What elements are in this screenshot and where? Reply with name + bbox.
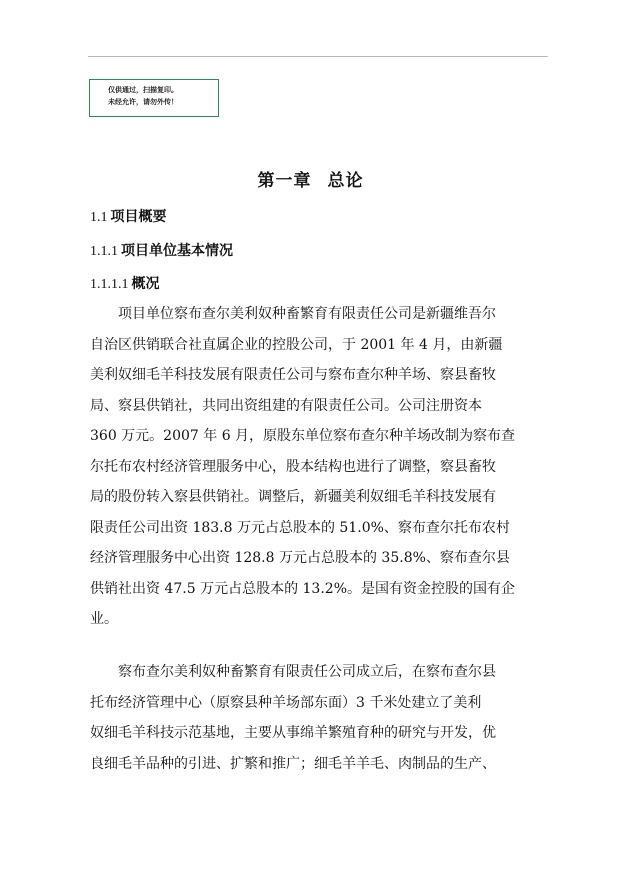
text-line: 经济管理服务中心出资 128.8 万元占总股本的 35.8%、察布查尔县	[90, 550, 510, 566]
section-heading-1-1-1-1	[90, 273, 160, 293]
text-line: 良细毛羊品种的引进、扩繁和推广；细毛羊羊毛、肉制品的生产、	[90, 755, 496, 772]
section-title: 项目概要	[110, 209, 167, 225]
header-rule	[88, 56, 548, 57]
section-title: 项目单位基本情况	[121, 243, 233, 259]
text-line: 360 万元。2007 年 6 月，原股东单位察布查尔种羊场改制为察布查	[90, 428, 516, 444]
text-line: 供销社出资 47.5 万元占总股本的 13.2%。是国有资金控股的国有企	[90, 580, 515, 597]
section-number: 1.1.1	[90, 244, 118, 259]
text-line: 奴细毛羊科技示范基地，主要从事绵羊繁殖育种的研究与开发，优	[90, 725, 496, 741]
section-heading-1-1	[90, 206, 167, 226]
text-line: 美利奴细毛羊科技发展有限责任公司与察布查尔种羊场、察县畜牧	[90, 367, 496, 383]
text-line: 尔托布农村经济管理服务中心，股本结构也进行了调整，察县畜牧	[90, 458, 496, 475]
watermark-stamp	[89, 79, 219, 117]
section-number: 1.1	[90, 210, 108, 225]
chapter-number: 第一章	[257, 171, 312, 191]
text-line: 项目单位察布查尔美利奴种畜繁育有限责任公司是新疆维吾尔	[118, 306, 496, 322]
section-title: 概况	[131, 276, 160, 292]
stamp-line-2: 未经允许，请勿外传！	[108, 98, 178, 106]
text-line: 限责任公司出资 183.8 万元占总股本的 51.0%、察布查尔托布农村	[90, 519, 510, 536]
text-line: 业。	[90, 611, 118, 627]
chapter-title	[0, 166, 621, 191]
section-number: 1.1.1.1	[90, 277, 129, 292]
stamp-line-1: 仅供通过，扫描复印。	[108, 86, 178, 94]
section-heading-1-1-1	[90, 240, 233, 260]
text-line: 察布查尔美利奴种畜繁育有限责任公司成立后，在察布查尔县	[118, 664, 496, 680]
text-line: 托布经济管理中心（原察县种羊场部东面）3 千米处建立了美利	[90, 694, 482, 711]
text-line: 局的股份转入察县供销社。调整后，新疆美利奴细毛羊科技发展有	[90, 489, 496, 505]
paragraph-overview	[90, 299, 550, 635]
text-line: 局、察县供销社，共同出资组建的有限责任公司。公司注册资本	[90, 397, 482, 414]
paragraph-base	[90, 657, 550, 779]
chapter-name: 总论	[327, 171, 364, 191]
text-line: 自治区供销联合社直属企业的控股公司，于 2001 年 4 月，由新疆	[90, 336, 503, 353]
